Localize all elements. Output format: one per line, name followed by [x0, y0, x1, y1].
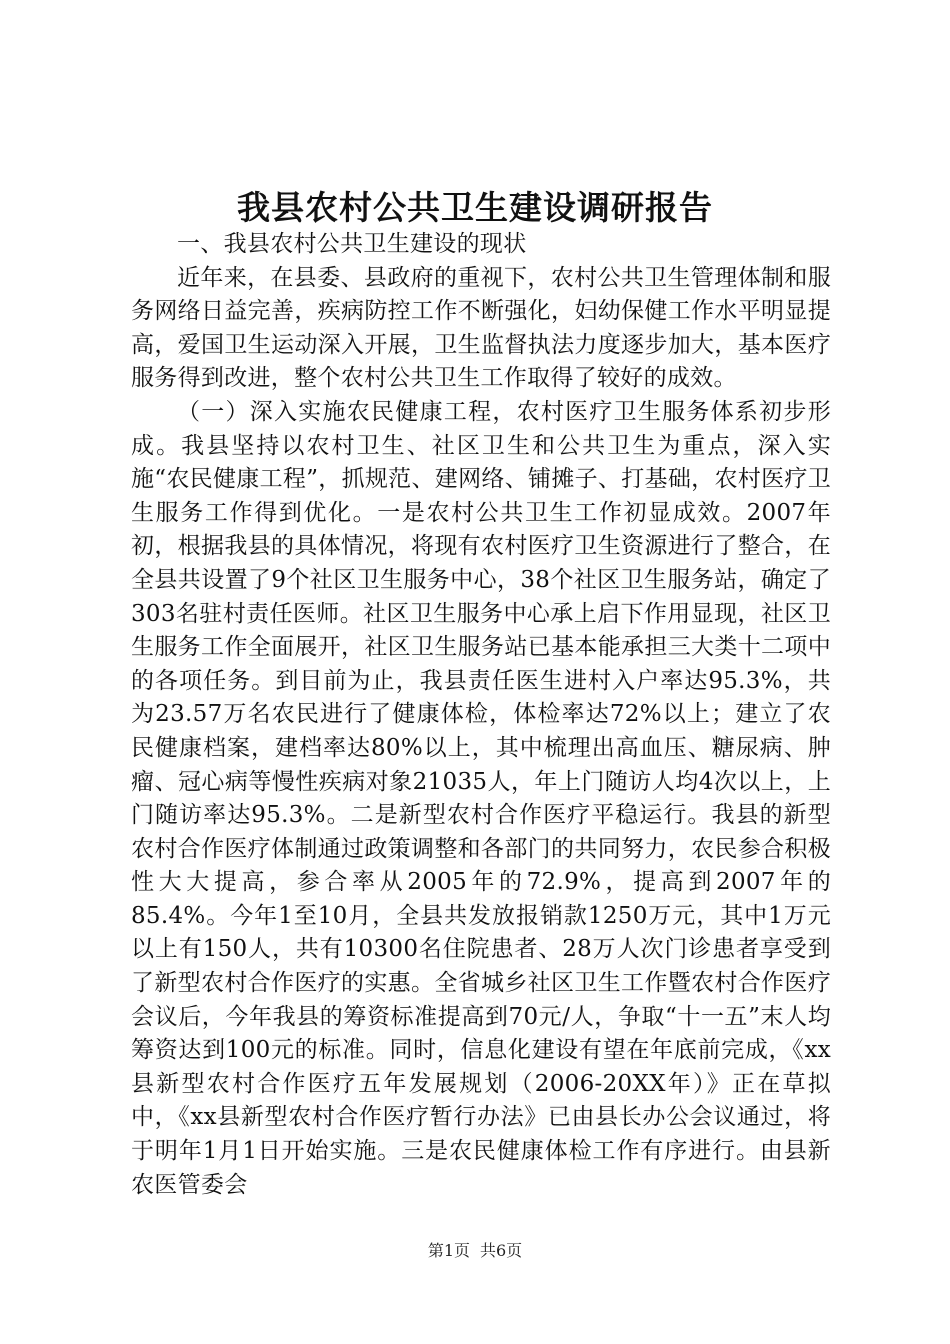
- document-body: [131, 228, 831, 1202]
- page-footer: [0, 1240, 950, 1262]
- page-total: 共6页: [480, 1241, 523, 1260]
- page-number: 第1页: [427, 1241, 470, 1260]
- section-heading: 一、我县农村公共卫生建设的现状: [177, 231, 527, 257]
- paragraph-rural-health-project: （一）深入实施农民健康工程，农村医疗卫生服务体系初步形成。我县坚持以农村卫生、社区卫生和公共卫生为重点，深入实施“农民健康工程”，抓规范、建网络、铺摊子、打基础，农村医疗卫生服务工作得到优化。一是农村公共卫生工作初显成效。2007年初，根据我县的具体情况，将现有农村医疗卫生资源进行了整合，在全县共设置了9个社区卫生服务中心，38个社区卫生服务站，确定了303名驻村责任医师。社区卫生服务中心承上启下作用显现，社区卫生服务工作全面展开，社区卫生服务站已基本能承担三大类十二项中的各项任务。到目前为止，我县责任医生进村入户率达95.3%，共为23.57万名农民进行了健康体检，体检率达72%以上；建立了农民健康档案，建档率达80%以上，其中梳理出高血压、糖尿病、肿瘤、冠心病等慢性疾病对象21035人，年上门随访人均4次以上，上门随访率达95.3%。二是新型农村合作医疗平稳运行。我县的新型农村合作医疗体制通过政策调整和各部门的共同努力，农民参合积极性大大提高，参合率从2005年的72.9%，提高到2007年的85.4%。今年1至10月，全县共发放报销款1250万元，其中1万元以上有150人，共有10300名住院患者、28万人次门诊患者享受到了新型农村合作医疗的实惠。全省城乡社区卫生工作暨农村合作医疗会议后，今年我县的筹资标准提高到70元/人，争取“十一五”末人均筹资达到100元的标准。同时，信息化建设有望在年底前完成，《xx县新型农村合作医疗五年发展规划（2006-20XX年）》正在草拟中，《xx县新型农村合作医疗暂行办法》已由县长办公会议通过，将于明年1月1日开始实施。三是农民健康体检工作有序进行。由县新农医管委会: [131, 398, 831, 1198]
- paragraph-intro: 近年来，在县委、县政府的重视下，农村公共卫生管理体制和服务网络日益完善，疾病防控工作不断强化，妇幼保健工作水平明显提高，爱国卫生运动深入开展，卫生监督执法力度逐步加大，基本医疗服务得到改进，整个农村公共卫生工作取得了较好的成效。: [131, 264, 831, 392]
- document-title: 我县农村公共卫生建设调研报告: [237, 188, 713, 227]
